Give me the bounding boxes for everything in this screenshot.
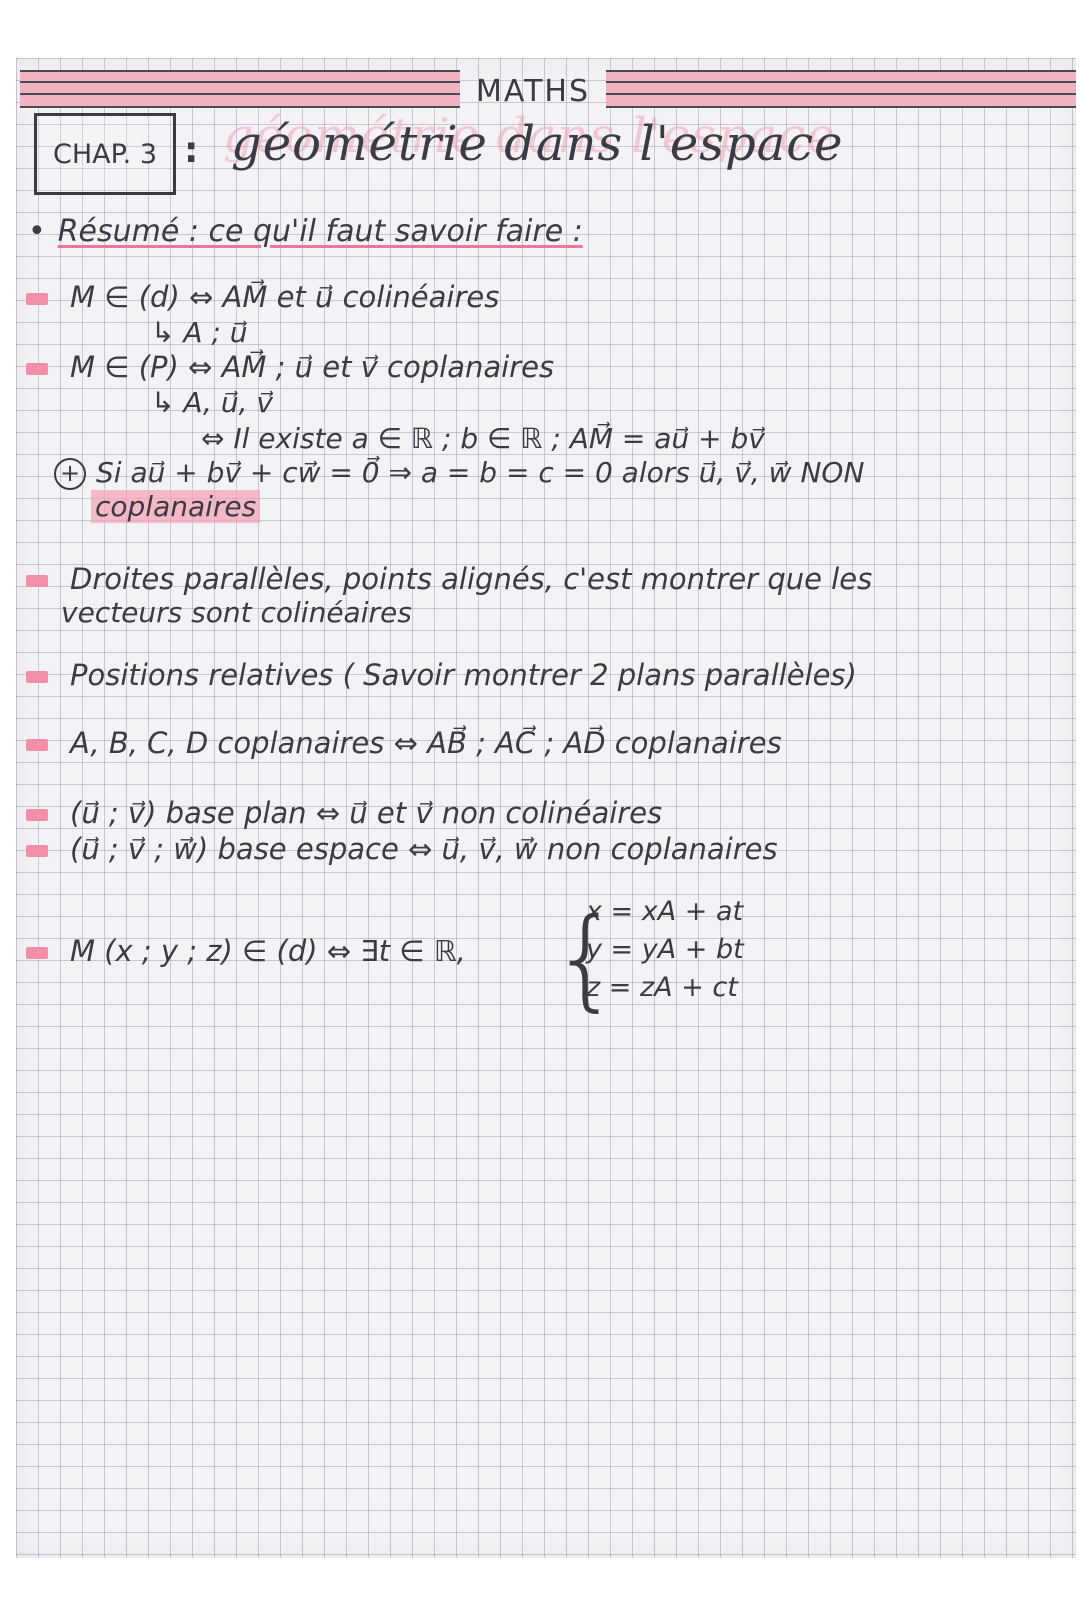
note-text: M ∈ (d) ⇔ AM⃗ et u⃗ colinéaires: [70, 280, 500, 314]
header-title: MATHS: [476, 74, 591, 109]
note-text: Droites parallèles, points alignés, c'est montrer que les: [70, 562, 873, 596]
note-line-2-sub: ↳ A, u⃗, v⃗: [151, 386, 273, 419]
system-equation-z: z = zA + ct: [586, 972, 738, 1003]
note-line-6: [26, 796, 662, 830]
note-text: A, B, C, D coplanaires ⇔ AB⃗ ; AC⃗ ; AD⃗ coplanaires: [70, 726, 782, 760]
note-line-7: [26, 832, 778, 866]
note-plus-line: [54, 456, 864, 490]
note-plus-line-b: [91, 490, 260, 523]
plus-circle-icon: +: [54, 458, 86, 490]
summary-label: Résumé : ce qu'il faut savoir faire :: [57, 214, 583, 249]
note-line-3: [26, 562, 872, 596]
summary-heading: [28, 214, 583, 249]
header-band-right: [606, 70, 1076, 108]
pink-bullet: [26, 947, 48, 959]
note-text: Si au⃗ + bv⃗ + cw⃗ = 0⃗ ⇒ a = b = c = 0 alors u⃗, v⃗, w⃗ NON: [96, 456, 865, 489]
grid-paper: [16, 58, 1076, 1558]
pink-bullet: [26, 363, 48, 375]
note-line-2-exists: ⇔ Il existe a ∈ ℝ ; b ∈ ℝ ; AM⃗ = au⃗ + bv⃗: [201, 422, 765, 455]
chapter-title: géométrie dans l'espace: [231, 116, 844, 172]
note-line-3b: vecteurs sont colinéaires: [61, 596, 412, 629]
bullet-dot: •: [28, 214, 46, 249]
note-text: M (x ; y ; z) ∈ (d) ⇔ ∃t ∈ ℝ,: [70, 934, 466, 968]
note-text: Positions relatives ( Savoir montrer 2 plans parallèles): [70, 658, 857, 692]
chapter-label: CHAP. 3: [52, 138, 158, 170]
note-text: (u⃗ ; v⃗ ; w⃗) base espace ⇔ u⃗, v⃗, w⃗ non coplanaires: [70, 832, 778, 866]
header-band-left: [20, 70, 460, 108]
note-text: (u⃗ ; v⃗) base plan ⇔ u⃗ et v⃗ non colinéaires: [70, 796, 663, 830]
note-line-2: [26, 350, 554, 384]
pink-bullet: [26, 575, 48, 587]
pink-bullet: [26, 845, 48, 857]
note-line-5: [26, 726, 782, 760]
pink-bullet: [26, 293, 48, 305]
note-line-1: [26, 280, 499, 314]
note-line-4: [26, 658, 857, 692]
note-line-1-sub: ↳ A ; u⃗: [151, 316, 248, 349]
pink-bullet: [26, 809, 48, 821]
chapter-label-box: [34, 113, 176, 195]
note-line-8: [26, 934, 466, 968]
system-equation-y: y = yA + bt: [586, 934, 744, 965]
note-text: M ∈ (P) ⇔ AM⃗ ; u⃗ et v⃗ coplanaires: [70, 350, 555, 384]
pink-bullet: [26, 671, 48, 683]
pink-bullet: [26, 739, 48, 751]
highlighted-text: coplanaires: [91, 490, 260, 523]
system-equation-x: x = xA + at: [586, 896, 744, 927]
chapter-colon: :: [184, 130, 199, 171]
system-brace: {: [551, 894, 621, 1022]
